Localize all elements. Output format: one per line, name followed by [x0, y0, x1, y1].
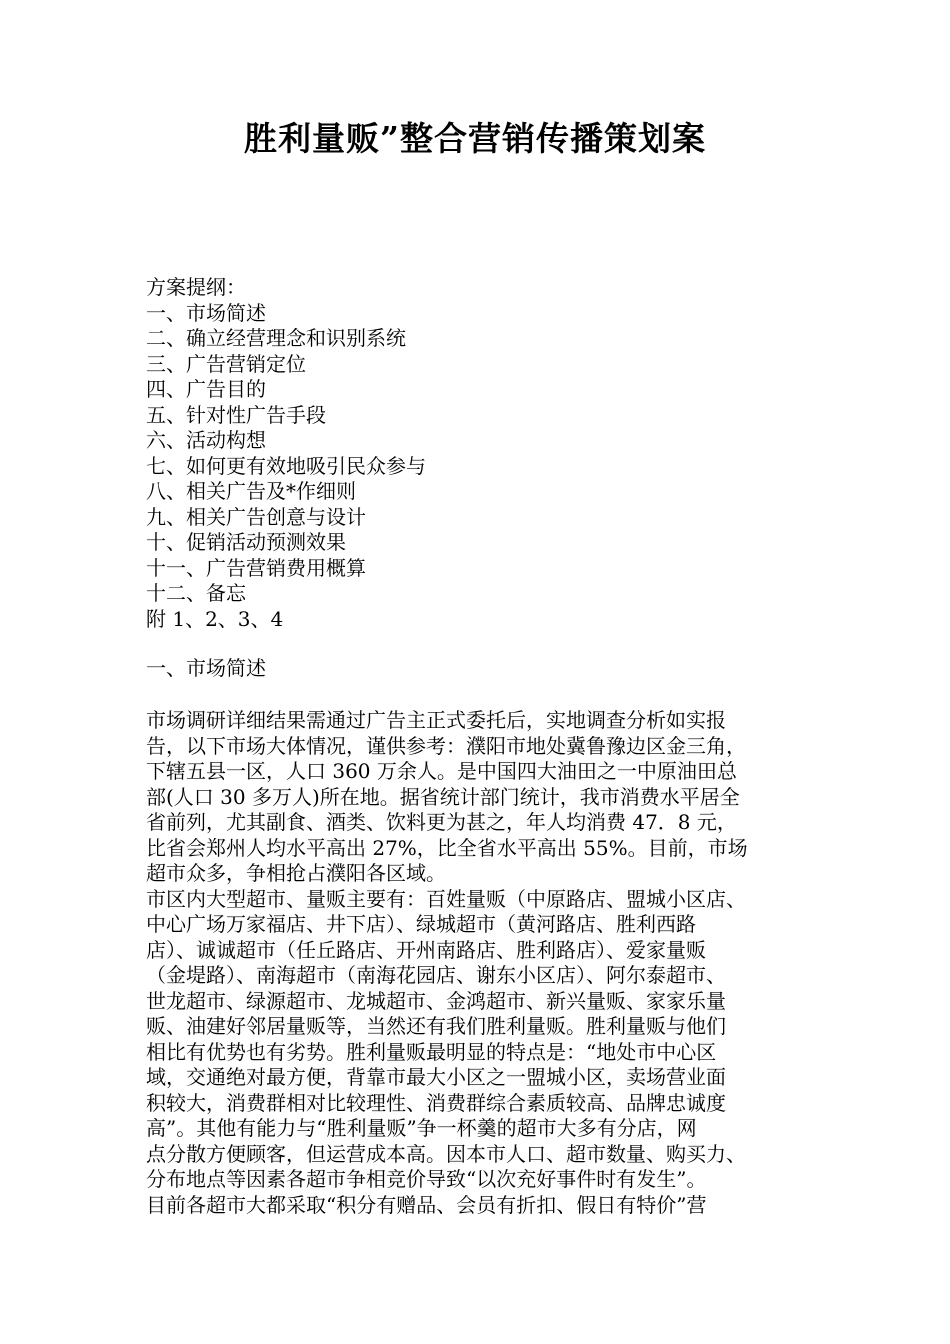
paragraph-line: 相比有优势也有劣势。胜利量贩最明显的特点是：“地处市中心区: [146, 1039, 717, 1064]
document-title: 胜利量贩”整合营销传播策划案: [244, 119, 706, 158]
paragraph-line: 超市众多，争相抢占濮阳各区域。: [146, 861, 446, 885]
outline-appendix: 附 1、2、3、4: [146, 606, 284, 631]
outline-item: 五、针对性广告手段: [146, 402, 326, 427]
outline-item: 六、活动构想: [146, 428, 266, 452]
paragraph-line: 店）、诚诚超市（任丘路店、开州南路店、胜利路店）、爱家量贩: [146, 937, 706, 962]
section-body: [146, 708, 822, 1218]
paragraph-line: 市场调研详细结果需通过广告主正式委托后，实地调查分析如实报: [146, 708, 726, 732]
paragraph-line: 积较大，消费群相对比较理性、消费群综合素质较高、品牌忠诚度: [146, 1090, 726, 1115]
paragraph-line: （金堤路）、南海超市（南海花园店、谢东小区店）、阿尔泰超市、: [146, 963, 726, 987]
outline-item: 八、相关广告及*作细则: [146, 479, 356, 503]
paragraph-line: 点分散方便顾客，但运营成本高。因本市人口、超市数量、购买力、: [146, 1141, 746, 1166]
outline-item: 七、如何更有效地吸引民众参与: [146, 453, 426, 478]
paragraph-line: 世龙超市、绿源超市、龙城超市、金鸿超市、新兴量贩、家家乐量: [146, 988, 726, 1013]
outline-item: 九、相关广告创意与设计: [146, 504, 366, 529]
outline-block: [146, 275, 822, 632]
outline-item: 十、促销活动预测效果: [146, 530, 346, 554]
paragraph-line: 目前各超市大都采取“积分有赠品、会员有折扣、假日有特价”营: [146, 1192, 707, 1217]
outline-item: 三、广告营销定位: [146, 351, 306, 376]
paragraph-line: 贩、油建好邻居量贩等，当然还有我们胜利量贩。胜利量贩与他们: [146, 1014, 726, 1038]
paragraph-line: 市区内大型超市、量贩主要有：百姓量贩（中原路店、盟城小区店、: [146, 886, 746, 911]
paragraph-line: 省前列，尤其副食、酒类、饮料更为甚之，年人均消费 47．8 元，: [146, 810, 737, 834]
paragraph-line: 下辖五县一区，人口 360 万余人。是中国四大油田之一中原油田总: [146, 759, 737, 783]
paragraph-line: 分布地点等因素各超市争相竞价导致“以次充好事件时有发生”。: [146, 1167, 707, 1191]
outline-item: 一、市场简述: [146, 300, 266, 325]
paragraph-line: 高”。其他有能力与“胜利量贩”争一杯羹的超市大多有分店，网: [146, 1116, 697, 1140]
outline-item: 二、确立经营理念和识别系统: [146, 326, 406, 350]
paragraph-line: 中心广场万家福店、井下店）、绿城超市（黄河路店、胜利西路: [146, 912, 696, 936]
paragraph-line: 部(人口 30 多万人)所在地。据省统计部门统计，我市消费水平居全: [146, 784, 740, 809]
section-heading: 一、市场简述: [146, 656, 266, 680]
paragraph-line: 域，交通绝对最方便，背靠市最大小区之一盟城小区，卖场营业面: [146, 1065, 726, 1089]
outline-item: 四、广告目的: [146, 377, 266, 401]
outline-heading: 方案提纲：: [146, 275, 246, 299]
outline-item: 十一、广告营销费用概算: [146, 555, 366, 580]
paragraph-line: 比省会郑州人均水平高出 27%，比全省水平高出 55%。目前，市场: [146, 835, 748, 860]
outline-item: 十二、备忘: [146, 581, 246, 605]
paragraph-line: 告，以下市场大体情况，谨供参考：濮阳市地处冀鲁豫边区金三角，: [146, 733, 746, 758]
